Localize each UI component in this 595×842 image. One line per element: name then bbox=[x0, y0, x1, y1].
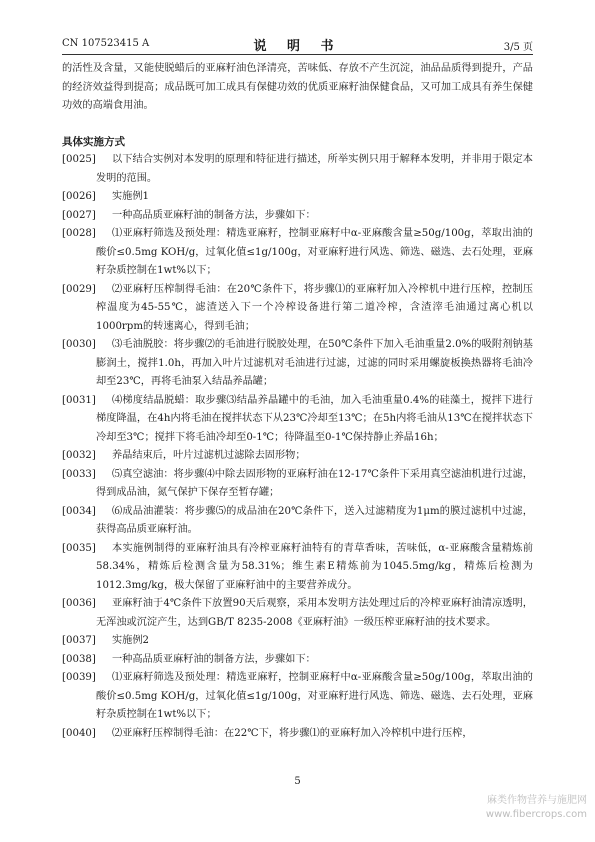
watermark bbox=[486, 794, 587, 822]
paragraph bbox=[62, 151, 533, 188]
paragraph bbox=[62, 725, 533, 744]
paragraph-text: ⑶毛油脱胶：将步骤⑵的毛油进行脱胶处理，在50℃条件下加入毛油重量2.0%的吸附剂钠基膨润土，搅拌1.0h，再加入叶片过滤机对毛油进行过滤，过滤的同时采用螺旋板换热器将毛油冷却至23℃，再将毛油泵入结晶养晶罐； bbox=[96, 339, 533, 387]
paragraph-text: 一种高品质亚麻籽油的制备方法，步骤如下： bbox=[112, 209, 316, 221]
watermark-line2: www.fibercrops.com bbox=[485, 809, 587, 820]
paragraph-number: [0025] bbox=[62, 154, 96, 165]
paragraph bbox=[62, 595, 533, 632]
paragraph-list bbox=[62, 151, 533, 743]
page-number: 5 bbox=[294, 776, 301, 787]
paragraph-number: [0029] bbox=[62, 283, 96, 295]
paragraph-number: [0033] bbox=[62, 468, 96, 480]
section-heading: 具体实施方式 bbox=[62, 135, 125, 148]
document-title: 说 明 书 bbox=[253, 39, 342, 54]
paragraph-number: [0026] bbox=[62, 191, 96, 202]
document-body bbox=[62, 60, 533, 743]
paragraph-number: [0032] bbox=[62, 450, 96, 461]
paragraph bbox=[62, 651, 533, 670]
paragraph-text: 以下结合实例对本发明的原理和特征进行描述，所举实例只用于解释本发明，并非用于限定本发明的范围。 bbox=[96, 154, 533, 184]
paragraph-text: 本实施例制得的亚麻籽油具有冷榨亚麻籽油特有的青草香味，苦味低，α-亚麻酸含量精炼前58.34%，精炼后检测含量为58.31%；维生素E精炼前为1045.5mg/kg，精炼后检测为1012.3mg/kg，极大保留了亚麻籽油中的主要营养成分。 bbox=[96, 542, 533, 591]
paragraph bbox=[62, 540, 533, 596]
paragraph-number: [0031] bbox=[62, 394, 96, 406]
paragraph-number: [0039] bbox=[62, 672, 96, 683]
header-rule bbox=[62, 54, 533, 55]
paragraph bbox=[62, 669, 533, 725]
paragraph-number: [0027] bbox=[62, 209, 96, 221]
paragraph-text: 实施例1 bbox=[112, 191, 150, 202]
paragraph-number: [0037] bbox=[62, 635, 96, 646]
patent-number: CN 107523415 A bbox=[62, 38, 150, 49]
paragraph-number: [0030] bbox=[62, 339, 96, 350]
page-header bbox=[62, 36, 533, 52]
paragraph bbox=[62, 188, 533, 207]
intro-paragraph: 的活性及含量，又能使脱蜡后的亚麻籽油色泽清亮，苦味低、存放不产生沉淀，油品品质得到提升，产品的经济效益得到提高；成品既可加工成具有保健功效的优质亚麻籽油保健食品，又可加工成具有养生保健功效的高端食用油。 bbox=[62, 63, 533, 111]
paragraph-text: 实施例2 bbox=[112, 635, 150, 646]
paragraph bbox=[62, 336, 533, 392]
paragraph-number: [0034] bbox=[62, 505, 96, 517]
paragraph bbox=[62, 447, 533, 466]
paragraph-text: ⑴亚麻籽筛选及预处理：精选亚麻籽，控制亚麻籽中α-亚麻酸含量≥50g/100g，萃取出油的酸价≤0.5mg KOH/g，过氧化值≤1g/100g，对亚麻籽进行风选、筛选、磁选、去石处理，亚麻籽杂质控制在1wt%以下； bbox=[96, 672, 533, 720]
paragraph-number: [0038] bbox=[62, 653, 96, 665]
paragraph-text: ⑵亚麻籽压榨制得毛油：在22℃下，将步骤⑴的亚麻籽加入冷榨机中进行压榨， bbox=[112, 727, 473, 739]
paragraph bbox=[62, 207, 533, 226]
paragraph bbox=[62, 632, 533, 651]
paragraph-text: ⑵亚麻籽压榨制得毛油：在20℃条件下，将步骤⑴的亚麻籽加入冷榨机中进行压榨，控制压榨温度为45-55℃，滤渣送入下一个冷榨设备进行第二道冷榨，含渣滓毛油通过离心机以1000rpm的转速离心，得到毛油； bbox=[96, 283, 533, 332]
paragraph-text: 养晶结束后，叶片过滤机过滤除去固形物； bbox=[112, 450, 306, 461]
paragraph bbox=[62, 503, 533, 540]
paragraph-number: [0028] bbox=[62, 228, 96, 239]
watermark-line1: 麻类作物营养与施肥网 bbox=[487, 795, 587, 806]
paragraph-text: ⑴亚麻籽筛选及预处理：精选亚麻籽，控制亚麻籽中α-亚麻酸含量≥50g/100g，萃取出油的酸价≤0.5mg KOH/g，过氧化值≤1g/100g，对亚麻籽进行风选、筛选、磁选、去石处理，亚麻籽杂质控制在1wt%以下； bbox=[96, 228, 533, 276]
paragraph-number: [0036] bbox=[62, 598, 96, 609]
paragraph bbox=[62, 392, 533, 448]
paragraph bbox=[62, 281, 533, 337]
paragraph-number: [0035] bbox=[62, 542, 96, 554]
paragraph-number: [0040] bbox=[62, 727, 96, 739]
page-fraction: 3/5 页 bbox=[503, 42, 533, 53]
paragraph-text: ⑷梯度结晶脱蜡：取步骤⑶结晶养晶罐中的毛油，加入毛油重量0.4%的硅藻土，搅拌下进行梯度降温，在4h内将毛油在搅拌状态下从23℃冷却至13℃；在5h内将毛油从13℃在搅拌状态下冷却至3℃；搅拌下将毛油冷却至0-1℃；待降温至0-1℃保持静止养晶16h； bbox=[96, 394, 533, 443]
paragraph-text: 亚麻籽油于4℃条件下放置90天后观察，采用本发明方法处理过后的冷榨亚麻籽油清凉透明，无浑浊或沉淀产生，达到GB/T 8235-2008《亚麻籽油》一级压榨亚麻籽油的技术要求。 bbox=[96, 598, 533, 628]
paragraph-text: ⑸真空滤油：将步骤⑷中除去固形物的亚麻籽油在12-17℃条件下采用真空滤油机进行过滤，得到成品油，氮气保护下保存至暂存罐； bbox=[96, 468, 533, 498]
paragraph bbox=[62, 466, 533, 503]
paragraph-text: 一种高品质亚麻籽油的制备方法，步骤如下： bbox=[112, 653, 316, 665]
paragraph bbox=[62, 225, 533, 281]
paragraph-text: ⑹成品油灌装：将步骤⑸的成品油在20℃条件下，送入过滤精度为1μm的膜过滤机中过滤，获得高品质亚麻籽油。 bbox=[96, 505, 533, 535]
